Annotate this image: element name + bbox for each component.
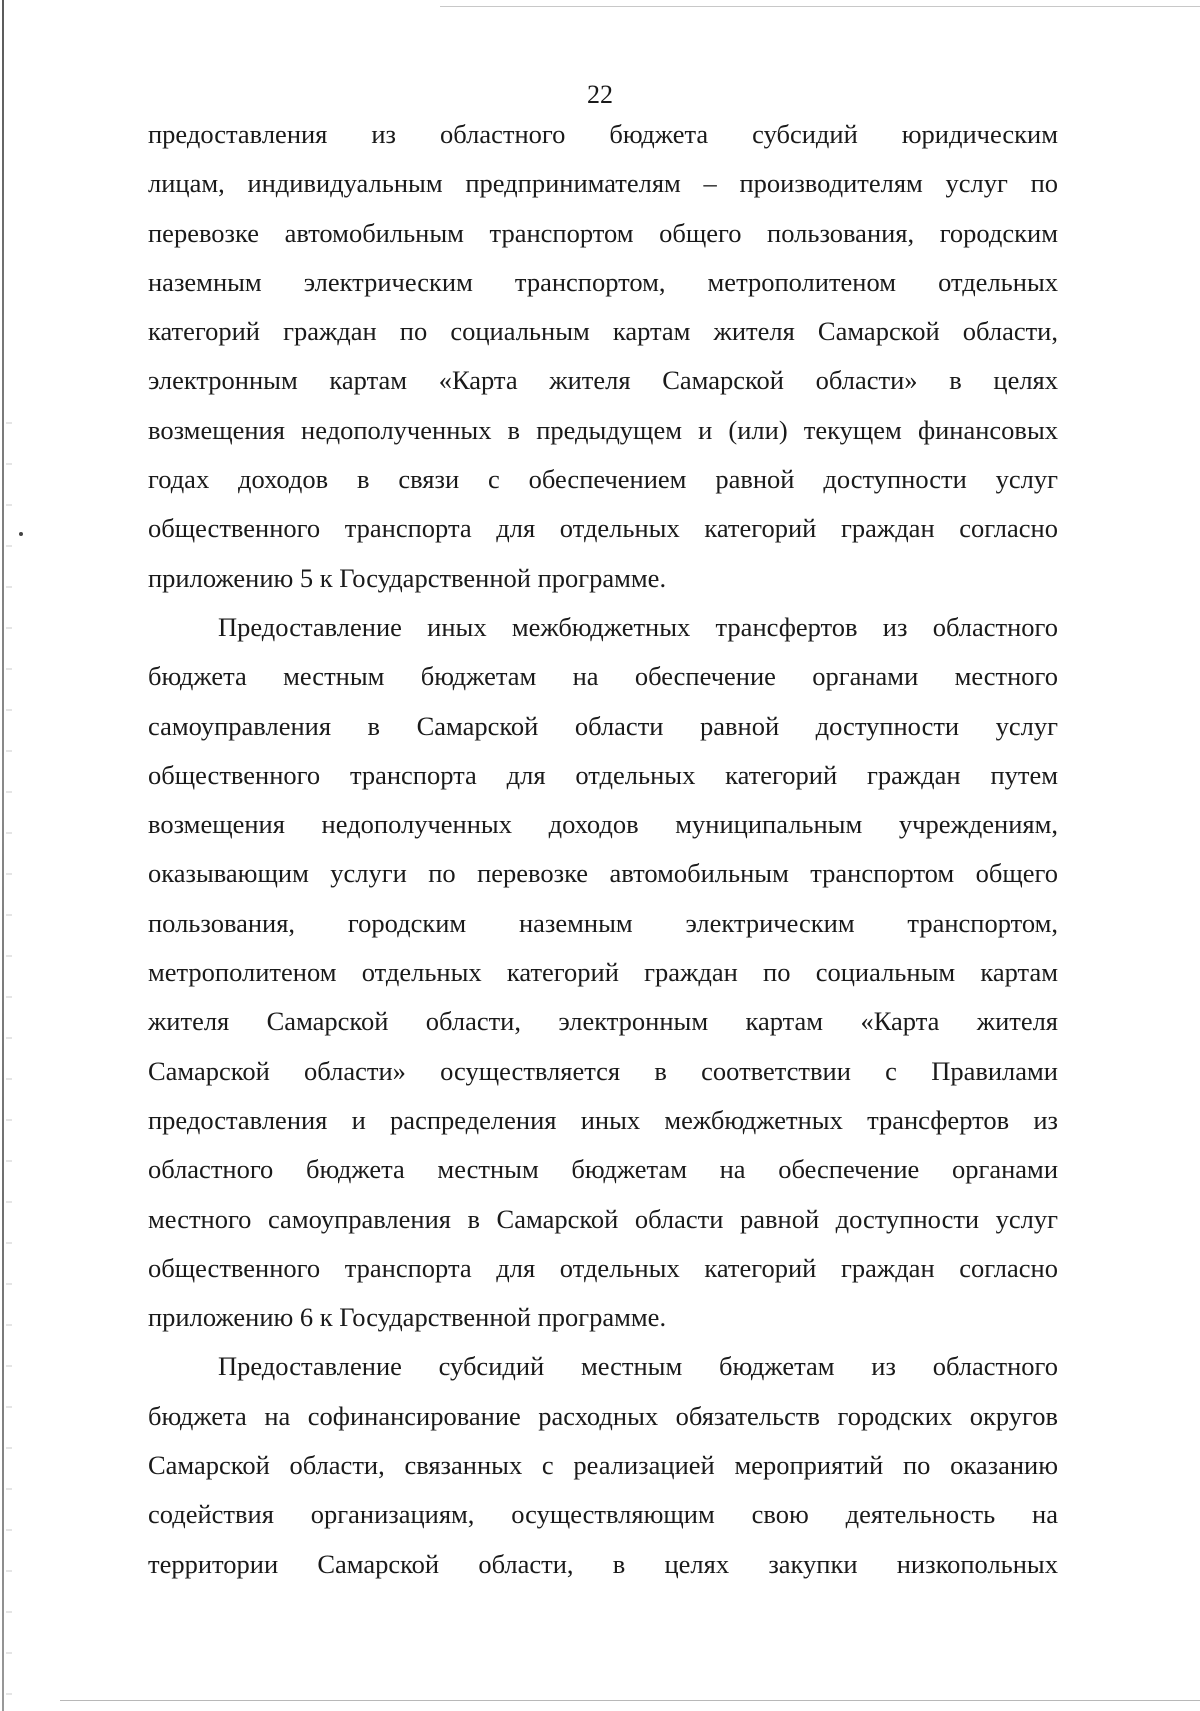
text-line: территории Самарской области, в целях закупки низкопольных [148, 1548, 1058, 1579]
text-line: Самарской области, связанных с реализацией мероприятий по оказанию [148, 1450, 1058, 1481]
text-line: Самарской области» осуществляется в соответствии с Правилами [148, 1055, 1058, 1086]
text-line: перевозке автомобильным транспортом общего пользования, городским [148, 217, 1058, 248]
text-line: электронным картам «Карта жителя Самарской области» в целях [148, 365, 1058, 396]
scan-bottom-edge [60, 1700, 1200, 1701]
scan-left-edge [2, 0, 4, 1711]
text-line: предоставления из областного бюджета субсидий юридическим [148, 119, 1058, 149]
text-line: общественного транспорта для отдельных категорий граждан согласно [148, 513, 1058, 544]
text-line: пользования, городским наземным электрическим транспортом, [148, 907, 1058, 938]
page-number: 22 [587, 80, 613, 109]
text-line: возмещения недополученных в предыдущем и (или) текущем финансовых [148, 414, 1058, 445]
text-line: содействия организациям, осуществляющим свою деятельность на [148, 1499, 1058, 1530]
text-line: общественного транспорта для отдельных категорий граждан согласно [148, 1252, 1058, 1283]
text-line: Предоставление иных межбюджетных трансфертов из областного [218, 611, 1058, 642]
text-line: лицам, индивидуальным предпринимателям – производителям услуг по [148, 168, 1058, 199]
text-line: возмещения недополученных доходов муниципальным учреждениям, [148, 809, 1058, 840]
text-line: оказывающим услуги по перевозке автомобильным транспортом общего [148, 858, 1058, 889]
text-line: областного бюджета местным бюджетам на обеспечение органами [148, 1154, 1058, 1185]
body-text [148, 110, 1058, 1589]
text-line: общественного транспорта для отдельных категорий граждан путем [148, 759, 1058, 790]
scan-left-specks [6, 400, 12, 1700]
text-line: приложению 5 к Государственной программе. [148, 562, 667, 593]
text-line: местного самоуправления в Самарской области равной доступности услуг [148, 1203, 1058, 1234]
scan-top-edge [440, 6, 1200, 7]
text-line: метрополитеном отдельных категорий граждан по социальным картам [148, 957, 1058, 988]
text-line: жителя Самарской области, электронным картам «Карта жителя [148, 1006, 1058, 1037]
scan-dot [19, 532, 23, 536]
text-line: категорий граждан по социальным картам жителя Самарской области, [148, 316, 1058, 347]
text-line: Предоставление субсидий местным бюджетам из областного [218, 1351, 1058, 1382]
text-line: предоставления и распределения иных межбюджетных трансфертов из [148, 1104, 1058, 1135]
text-line: годах доходов в связи с обеспечением равной доступности услуг [148, 464, 1058, 495]
text-line: бюджета местным бюджетам на обеспечение органами местного [148, 661, 1058, 692]
text-line: бюджета на софинансирование расходных обязательств городских округов [148, 1400, 1058, 1431]
text-line: самоуправления в Самарской области равной доступности услуг [148, 710, 1058, 741]
text-line: приложению 6 к Государственной программе. [148, 1302, 667, 1333]
text-line: наземным электрическим транспортом, метрополитеном отдельных [148, 266, 1058, 297]
